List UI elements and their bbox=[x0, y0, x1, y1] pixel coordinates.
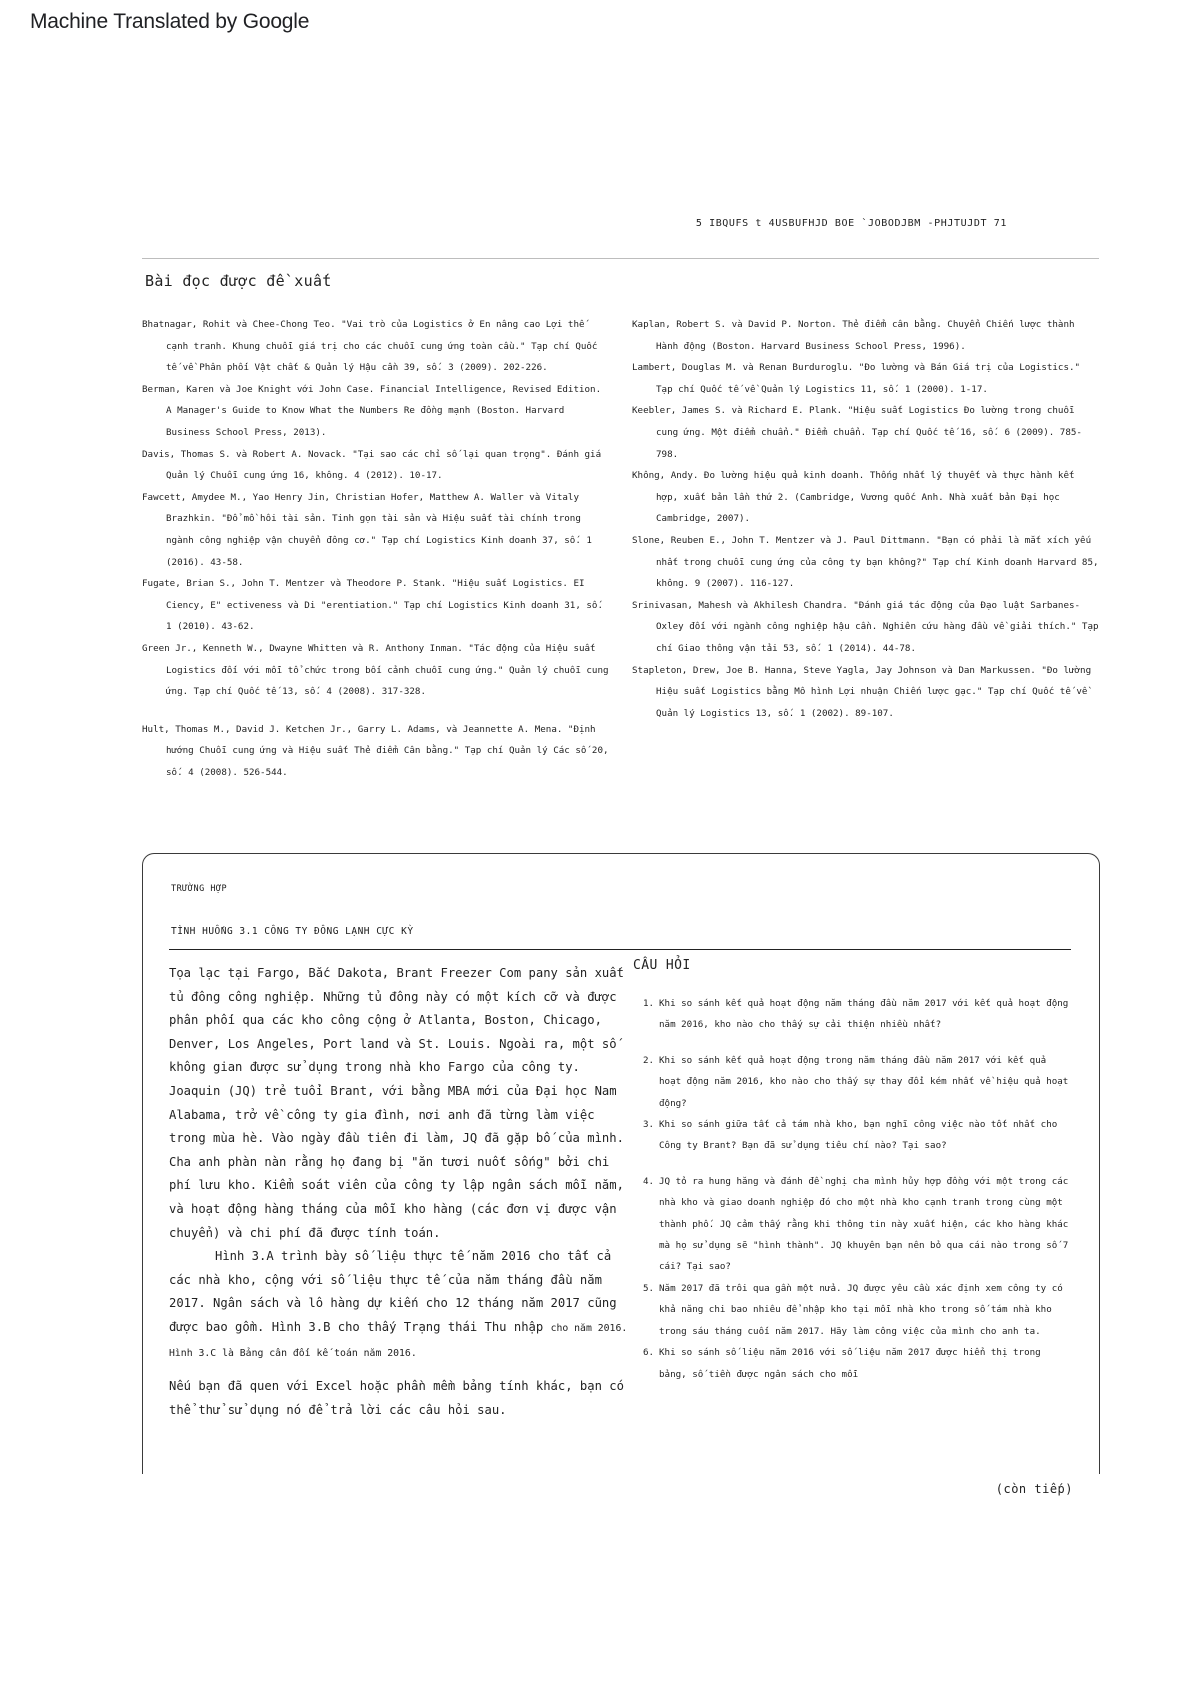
reference-item: Bhatnagar, Rohit và Chee-Chong Teo. "Vai trò của Logistics ở En nâng cao Lợi thế cạnh tranh. Khung chuỗi giá trị cho các chuỗi cung ứng toàn cầu." Tạp chí Quốc tế về Phân phối Vật chất & Quản lý Hậu cần 39, số. 3 (2009). 202-226. bbox=[142, 319, 598, 374]
case-paragraph bbox=[169, 1245, 629, 1365]
questions-panel bbox=[631, 958, 1071, 1385]
case-paragraph: Tọa lạc tại Fargo, Bắc Dakota, Brant Freezer Com pany sản xuất tủ đông công nghiệp. Những tủ đông này có một kích cỡ và được phân phối qua các kho công cộng ở Atlanta, Boston, Chicago, Denver, Los Angeles, Port land và St. Louis. Ngoài ra, một số không gian được sử dụng trong nhà kho Fargo của công ty. Joaquin (JQ) trẻ tuổi Brant, với bằng MBA mới của Đại học Nam Alabama, trở về công ty gia đình, nơi anh đã từng làm việc trong mùa hè. Vào ngày đầu tiên đi làm, JQ đã gặp bố của mình. Cha anh phàn nàn rằng họ đang bị "ăn tươi nuốt sống" bởi chi phí lưu kho. Kiểm soát viên của công ty lập ngân sách mỗi năm, và hoạt động hàng tháng của mỗi kho hàng (các đơn vị được vận chuyển) và chi phí đã được tính toán. bbox=[169, 966, 624, 1240]
question-item bbox=[631, 1278, 1071, 1342]
reference-item: Không, Andy. Đo lường hiệu quả kinh doanh. Thống nhất lý thuyết và thực hành kết hợp, xuất bản lần thứ 2. (Cambridge, Vương quốc Anh. Nhà xuất bản Đại học Cambridge, 2007). bbox=[632, 470, 1075, 525]
references-right-column bbox=[632, 314, 1100, 724]
running-head: 5 IBQUFS t 4USBUFHJD BOE `JOBODJBM -PHJTUJDT 71 bbox=[695, 218, 1007, 229]
case-paragraph-text: Hình 3.A trình bày số liệu thực tế năm 2016 cho tất cả các nhà kho, cộng với số liệu thực tế của năm tháng đầu năm 2017. Ngân sách và lô hàng dự kiến cho 12 tháng năm 2017 cũng được bao gồm. Hình 3.B cho thấy Trạng thái Thu nhập bbox=[169, 1249, 617, 1334]
machine-translation-banner: Machine Translated by Google bbox=[30, 10, 310, 33]
reference-item: Hult, Thomas M., David J. Ketchen Jr., Garry L. Adams, và Jeannette A. Mena. "Định hướng Chuỗi cung ứng và Hiệu suất Thẻ điểm Cân bằng." Tạp chí Quản lý Các số 20, số. 4 (2008). 526-544. bbox=[142, 723, 609, 778]
reference-item: Fugate, Brian S., John T. Mentzer và Theodore P. Stank. "Hiệu suất Logistics. EI Ciency, E" ectiveness và Di "erentiation." Tạp chí Logistics Kinh doanh 31, số. 1 (2010). 43-62. bbox=[142, 578, 603, 633]
reference-item: Kaplan, Robert S. và David P. Norton. Thẻ điểm cân bằng. Chuyển Chiến lược thành Hành động (Boston. Harvard Business School Press, 1996). bbox=[632, 319, 1075, 352]
question-number: 2. bbox=[643, 1054, 655, 1066]
question-text: Khi so sánh giữa tất cả tám nhà kho, bạn nghĩ công việc nào tốt nhất cho Công ty Brant? Bạn đã sử dụng tiêu chí nào? Tại sao? bbox=[659, 1119, 1058, 1152]
questions-title: CÂU HỎI bbox=[633, 958, 691, 973]
case-title: TÌNH HUỐNG 3.1 CÔNG TY ĐÔNG LẠNH CỰC KỲ bbox=[171, 926, 414, 937]
question-text: JQ tỏ ra hung hăng và đánh đề nghị cha mình hủy hợp đồng với một trong các nhà kho và giao doanh nghiệp đó cho một nhà kho cạnh tranh trong cùng một thành phố. JQ cảm thấy rằng khi thông tin này xuất hiện, các kho hàng khác mà họ sử dụng sẽ "hình thành". JQ khuyên bạn nên bỏ qua cái nào trong số 7 cái? Tại sao? bbox=[659, 1175, 1069, 1273]
question-item bbox=[631, 1171, 1071, 1278]
question-item bbox=[631, 1342, 1071, 1385]
case-box bbox=[142, 853, 1100, 1474]
section-title: Bài đọc được đề xuất bbox=[145, 272, 332, 290]
question-item bbox=[631, 1114, 1071, 1157]
case-title-rule bbox=[169, 949, 1071, 950]
reference-item: Stapleton, Drew, Joe B. Hanna, Steve Yagla, Jay Johnson và Dan Markussen. "Đo lường Hiệu suất Logistics bằng Mô hình Lợi nhuận Chiến lược gạc." Tạp chí Quốc tế về Quản lý Logistics 13, số. 1 (2002). 89-107. bbox=[632, 664, 1092, 719]
reference-item: Lambert, Douglas M. và Renan Burduroglu. "Đo lường và Bán Giá trị của Logistics." Tạp chí Quốc tế về Quản lý Logistics 11, số. 1 (2000). 1-17. bbox=[632, 362, 1081, 395]
header-divider bbox=[142, 258, 1099, 259]
reference-item: Srinivasan, Mahesh và Akhilesh Chandra. "Đánh giá tác động của Đạo luật Sarbanes-Oxley đối với ngành công nghiệp hậu cần. Nghiên cứu hàng đầu về giải thích." Tạp chí Giao thông vận tải 53, số. 1 (2014). 44-78. bbox=[632, 599, 1099, 654]
question-number: 6. bbox=[643, 1347, 655, 1359]
reference-item: Berman, Karen và Joe Knight với John Case. Financial Intelligence, Revised Edition. A Manager's Guide to Know What the Numbers Re đồng mạnh (Boston. Harvard Business School Press, 2013). bbox=[142, 383, 602, 438]
questions-list bbox=[631, 993, 1071, 1385]
continued-label: (còn tiếp) bbox=[995, 1482, 1073, 1496]
question-text: Khi so sánh kết quả hoạt động trong năm tháng đầu năm 2017 với kết quả hoạt động năm 2016, kho nào cho thấy sự thay đổi kém nhất về hiệu quả hoạt động? bbox=[659, 1054, 1069, 1109]
question-item bbox=[631, 1050, 1071, 1114]
question-text: Khi so sánh kết quả hoạt động năm tháng đầu năm 2017 với kết quả hoạt động năm 2016, kho nào cho thấy sự cải thiện nhiều nhất? bbox=[659, 998, 1069, 1031]
question-text: Năm 2017 đã trôi qua gần một nửa. JQ được yêu cầu xác định xem công ty có khả năng chi bao nhiêu để nhập kho tại mỗi nhà kho trong số tám nhà kho trong sáu tháng cuối năm 2017. Hãy làm công việc của mình cho anh ta. bbox=[659, 1282, 1063, 1337]
reference-item: Keebler, James S. và Richard E. Plank. "Hiệu suất Logistics Đo lường trong chuỗi cung ứng. Một điểm chuẩn." Điểm chuẩn. Tạp chí Quốc tế 16, số. 6 (2009). 785-798. bbox=[632, 405, 1082, 460]
question-item bbox=[631, 993, 1071, 1036]
reference-item: Green Jr., Kenneth W., Dwayne Whitten và R. Anthony Inman. "Tác động của Hiệu suất Logistics đối với mỗi tổ chức trong bối cảnh chuỗi cung ứng." Quản lý chuỗi cung ứng. Tạp chí Quốc tế 13, số. 4 (2008). 317-328. bbox=[142, 642, 609, 698]
reference-item: Slone, Reuben E., John T. Mentzer và J. Paul Dittmann. "Bạn có phải là mắt xích yếu nhất trong chuỗi cung ứng của công ty bạn không?" Tạp chí Kinh doanh Harvard 85, không. 9 (2007). 116-127. bbox=[632, 534, 1099, 590]
case-narrative bbox=[169, 962, 629, 1422]
case-tag: TRƯỜNG HỢP bbox=[171, 884, 228, 894]
question-text: Khi so sánh số liệu năm 2016 với số liệu năm 2017 được hiển thị trong bảng, số tiền được ngân sách cho mỗi bbox=[659, 1347, 1041, 1380]
reference-item: Davis, Thomas S. và Robert A. Novack. "Tại sao các chỉ số lại quan trọng". Đánh giá Quản lý Chuỗi cung ứng 16, không. 4 (2012). 10-17. bbox=[142, 448, 602, 482]
case-paragraph-text-small: cho năm 2016. Hình 3.C là Bảng cân đối kế toán năm 2016. bbox=[169, 1322, 628, 1359]
question-number: 1. bbox=[643, 998, 655, 1009]
question-number: 3. bbox=[643, 1119, 655, 1131]
case-paragraph: Nếu bạn đã quen với Excel hoặc phần mềm bảng tính khác, bạn có thể thử sử dụng nó để trả lời các câu hỏi sau. bbox=[169, 1379, 624, 1417]
question-number: 5. bbox=[643, 1282, 655, 1294]
question-number: 4. bbox=[643, 1175, 655, 1187]
references-left-column bbox=[142, 314, 612, 783]
reference-item: Fawcett, Amydee M., Yao Henry Jin, Christian Hofer, Matthew A. Waller và Vitaly Brazhkin. "Đổ mồ hôi tài sản. Tinh gọn tài sản và Hiệu suất tài chính trong ngành công nghiệp vận chuyển đông cơ." Tạp chí Logistics Kinh doanh 37, số. 1 (2016). 43-58. bbox=[142, 491, 592, 568]
